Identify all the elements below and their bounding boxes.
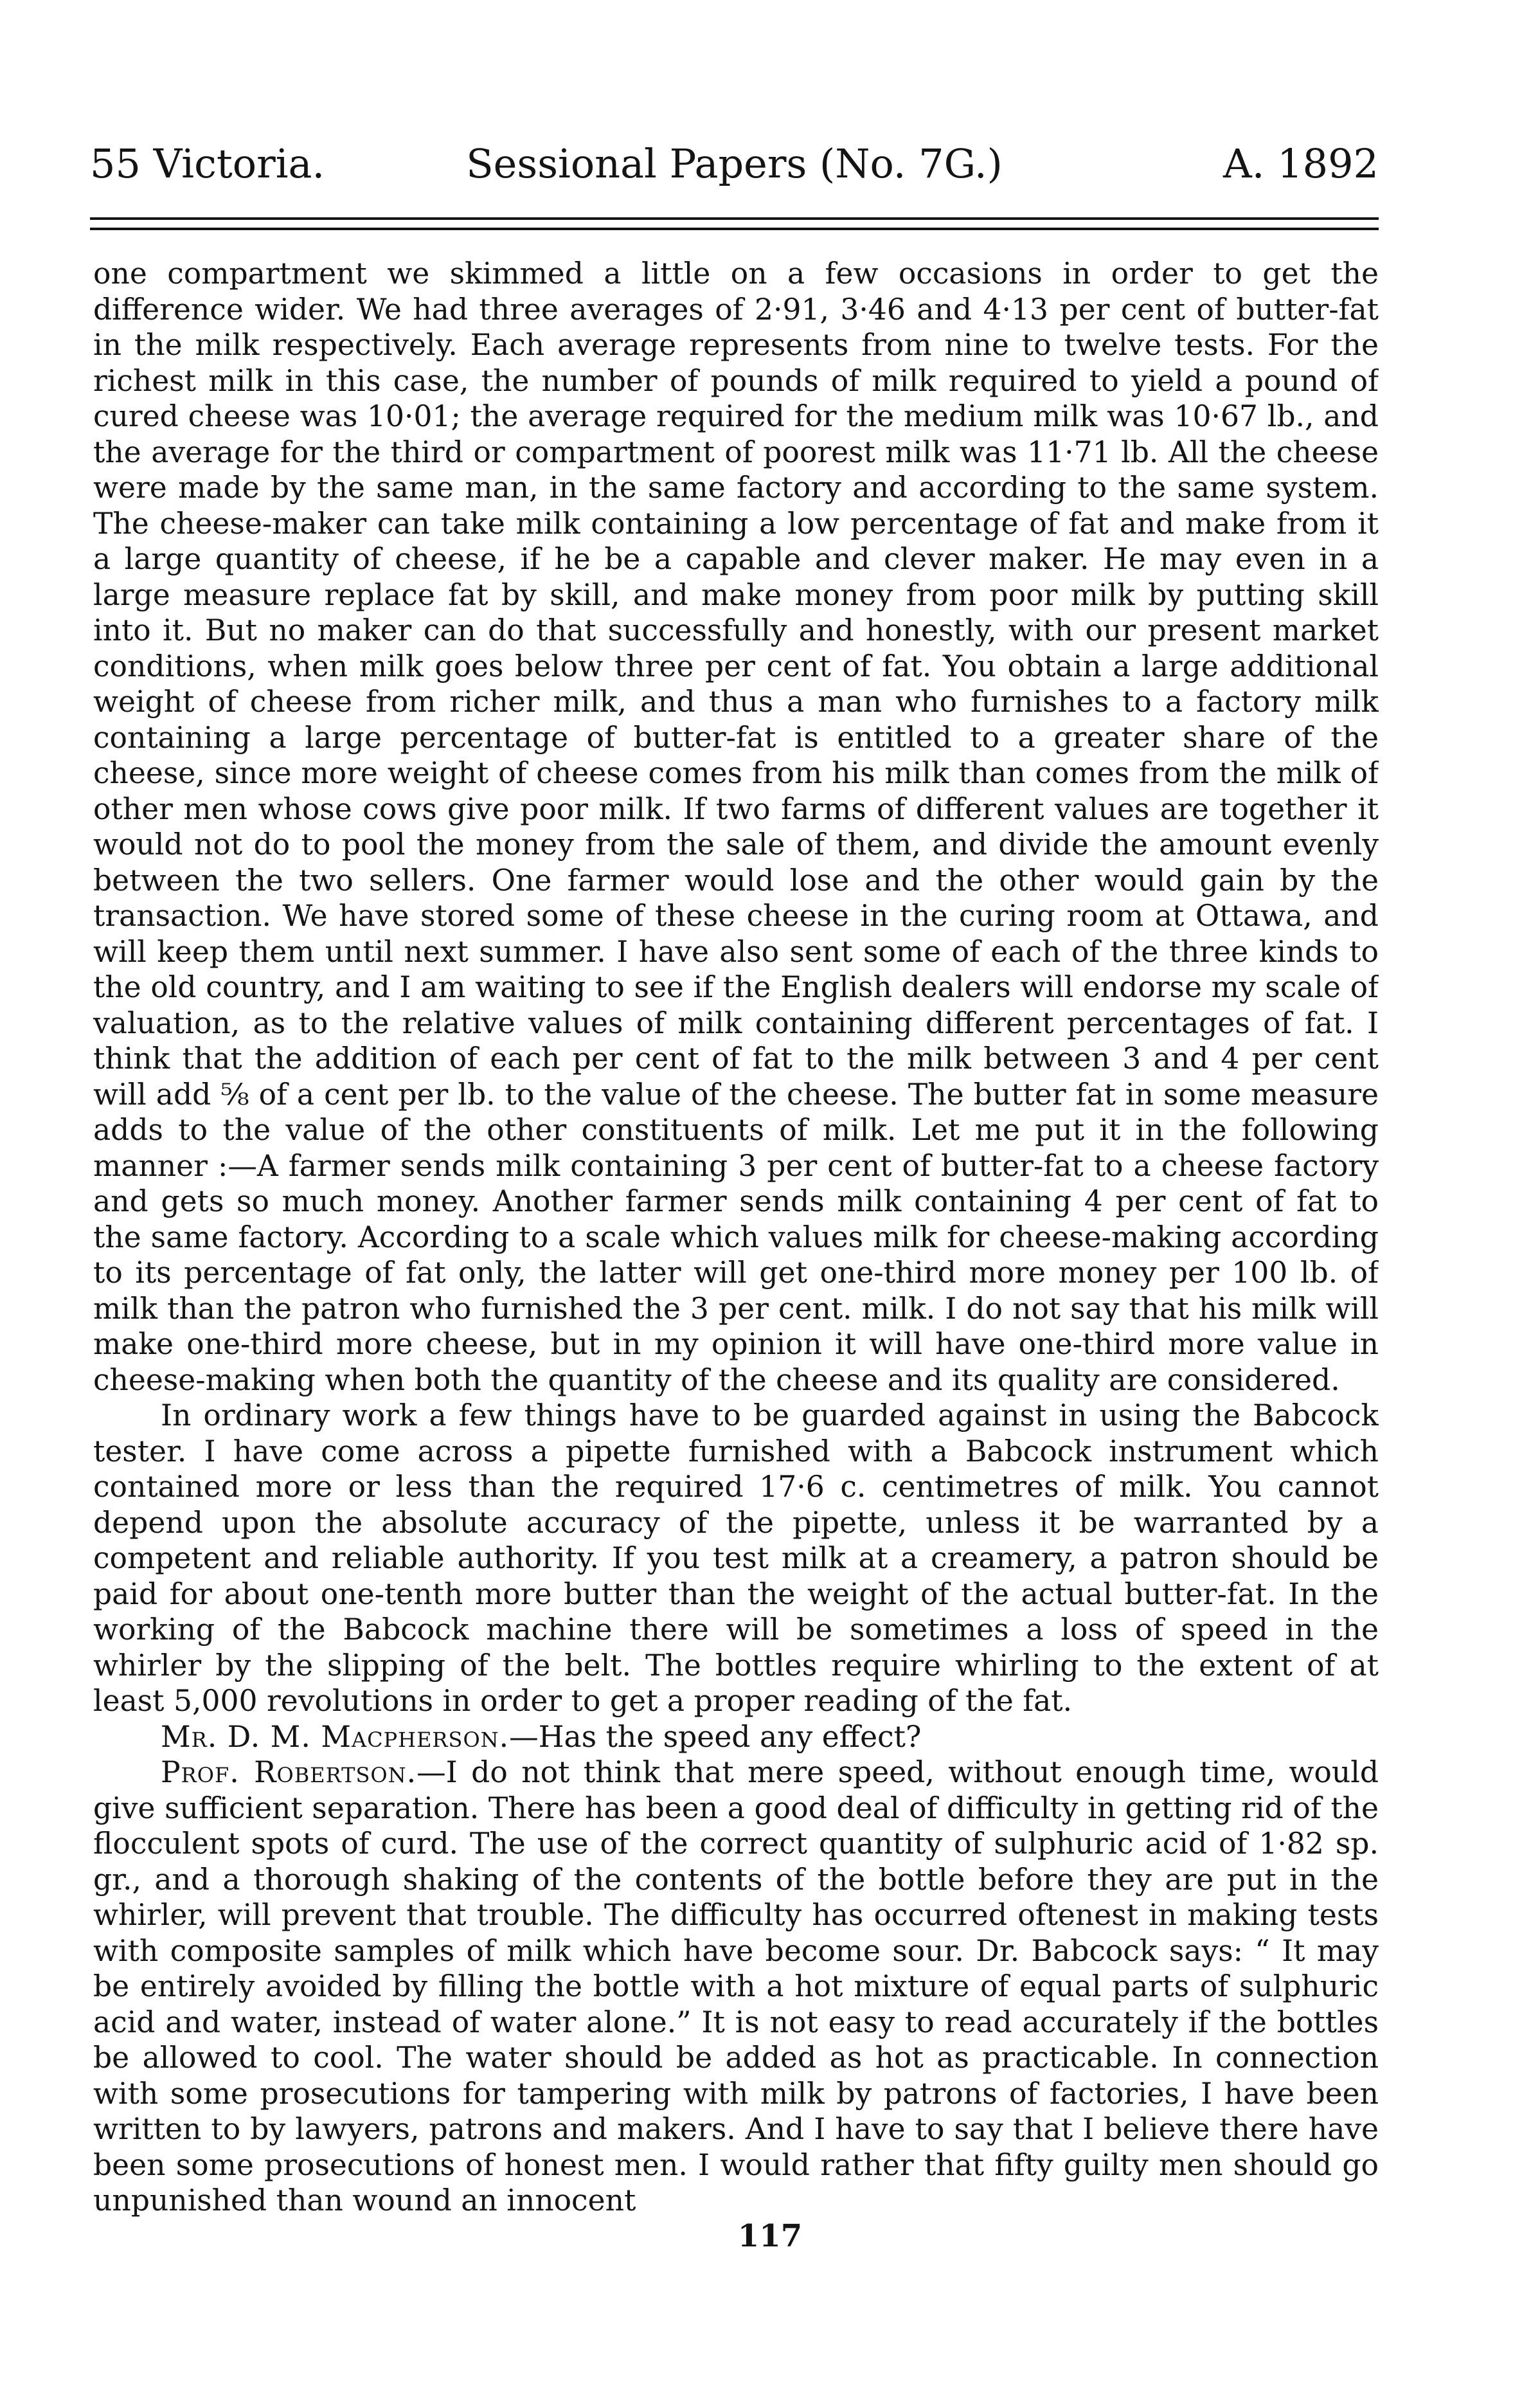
header-title: Sessional Papers (No. 7G.) [466,140,1003,187]
paragraph-3 [93,1719,1379,1755]
speaker-name: Mr. D. M. Macpherson. [161,1719,510,1754]
page-body [93,256,1379,2281]
paragraph-1: one compartment we skimmed a little on a few occasions in order to get the difference wider. We had three averages of 2·91, 3·46 and 4·13 per cent of butter-fat in the milk respectively. Each average represents from nine to twelve tests. For the richest milk in this case, the number of pounds of milk required to yield a pound of cured cheese was 10·01; the average required for the medium milk was 10·67 lb., and the average for the third or compartment of poorest milk was 11·71 lb. All the cheese were made by the same man, in the same factory and according to the same system. The cheese-maker can take milk containing a low percentage of fat and make from it a large quantity of cheese, if he be a capable and clever maker. He may even in a large measure replace fat by skill, and make money from poor milk by putting skill into it. But no maker can do that successfully and honestly, with our present market conditions, when milk goes below three per cent of fat. You obtain a large additional weight of cheese from richer milk, and thus a man who furnishes to a factory milk containing a large percentage of butter-fat is entitled to a greater share of the cheese, since more weight of cheese comes from his milk than comes from the milk of other men whose cows give poor milk. If two farms of different values are together it would not do to pool the money from the sale of them, and divide the amount evenly between the two sellers. One farmer would lose and the other would gain by the transaction. We have stored some of these cheese in the curing room at Ottawa, and will keep them until next summer. I have also sent some of each of the three kinds to the old country, and I am waiting to see if the English dealers will endorse my scale of valuation, as to the relative values of milk containing different percentages of fat. I think that the addition of each per cent of fat to the milk between 3 and 4 per cent will add ⅝ of a cent per lb. to the value of the cheese. The butter fat in some measure adds to the value of the other constituents of milk. Let me put it in the following manner :—A farmer sends milk containing 3 per cent of butter-fat to a cheese factory and gets so much money. Another farmer sends milk containing 4 per cent of fat to the same factory. According to a scale which values milk for cheese-making according to its percentage of fat only, the latter will get one-third more money per 100 lb. of milk than the patron who furnished the 3 per cent. milk. I do not say that his milk will make one-third more cheese, but in my opinion it will have one-third more value in cheese-making when both the quantity of the cheese and its quality are considered. [93,257,1379,1397]
header-year: A. 1892 [1223,140,1379,187]
header-rule-bottom [90,228,1379,230]
paragraph-4 [93,1755,1379,2219]
speaker-text: —I do not think that mere speed, without enough time, would give sufficient separation. There has been a good deal of difficulty in getting rid of the flocculent spots of curd. The use of the correct quantity of sulphuric acid of 1·82 sp. gr., and a thorough shaking of the contents of the bottle before they are put in the whirler, will prevent that trouble. The difficulty has occurred oftenest in making tests with composite samples of milk which have become sour. Dr. Babcock says: “ It may be entirely avoided by filling the bottle with a hot mixture of equal parts of sulphuric acid and water, instead of water alone.” It is not easy to read accurately if the bottles be allowed to cool. The water should be added as hot as practicable. In connection with some prosecutions for tampering with milk by patrons of factories, I have been written to by lawyers, patrons and makers. And I have to say that I believe there have been some prosecutions of honest men. I would rather that fifty guilty men should go unpunished than wound an innocent [93,1755,1379,2217]
running-header [90,132,1379,196]
paragraph-2: In ordinary work a few things have to be guarded against in using the Babcock tester. I have come across a pipette furnished with a Babcock instrument which contained more or less than the required 17·6 c. centimetres of milk. You cannot depend upon the absolute accuracy of the pipette, unless it be warranted by a competent and reliable authority. If you test milk at a creamery, a patron should be paid for about one-tenth more butter than the weight of the actual butter-fat. In the working of the Babcock machine there will be sometimes a loss of speed in the whirler by the slipping of the belt. The bottles require whirling to the extent of at least 5,000 revolutions in order to get a proper reading of the fat. [93,1398,1379,1718]
speaker-name: Prof. Robertson. [161,1755,417,1789]
header-session: 55 Victoria. [90,140,325,187]
page-number: 117 [737,2218,803,2254]
speaker-text: —Has the speed any effect? [509,1719,922,1754]
header-rule-top [90,217,1379,220]
